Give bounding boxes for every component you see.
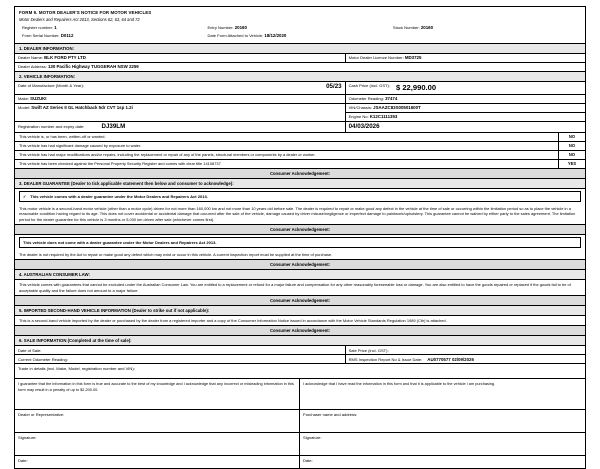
current-odometer-field[interactable] xyxy=(15,355,346,363)
statement-answer: NO xyxy=(558,151,585,159)
engine-field xyxy=(346,113,585,121)
model-field xyxy=(15,104,346,121)
section-1-heading: 1. DEALER INFORMATION: xyxy=(15,44,585,54)
form-header xyxy=(15,7,585,44)
entry-number-label: Entry Number: xyxy=(207,25,234,30)
statement-text: This vehicle has had significant damage caused by exposure to water. xyxy=(19,143,142,149)
register-number-label: Register number: xyxy=(22,25,54,30)
dealer-date-label: Date: xyxy=(18,457,28,463)
purchaser-declaration-text: I acknowledge that I have read the information in this form and that it is applicable to the vehicle I am purchasing. xyxy=(303,381,496,386)
consumer-acknowledgement-3: Consumer Acknowledgement: xyxy=(15,259,585,270)
dealer-licence-field xyxy=(346,54,585,62)
statement-row xyxy=(15,142,585,151)
form-serial-value: D0112 xyxy=(60,33,74,38)
vin-value: JSAAZC83S00501600T xyxy=(373,105,421,110)
odometer-value: 37474 xyxy=(385,96,398,101)
purchaser-declaration xyxy=(300,379,585,409)
purchaser-date-label: Date: xyxy=(303,457,313,463)
statement-text: This vehicle has been checked against the Personal Property Security Register and comes with clear title 14108737 xyxy=(19,161,221,167)
make-field xyxy=(15,95,346,103)
dealer-date-field[interactable] xyxy=(15,456,300,468)
dealer-address-value: 130 Pacific Highway TUGGERAH NSW 2259 xyxy=(47,64,139,69)
rms-inspection-field xyxy=(346,355,585,363)
checkmark-icon: ✓ xyxy=(23,194,27,199)
odometer-label: Odometer Reading: xyxy=(348,96,384,101)
model-label: Model: xyxy=(18,105,31,110)
consumer-acknowledgement-5: Consumer Acknowledgement: xyxy=(15,325,585,336)
date-attached-label: Date Form Attached to Vehicle: xyxy=(207,33,264,38)
vin-label: VIN/Chassis: xyxy=(348,105,372,110)
form-title: FORM 9. MOTOR DEALER'S NOTICE FOR MOTOR VEHICLES xyxy=(19,10,152,15)
register-number-field xyxy=(19,24,204,32)
guarantee-body: This motor vehicle is a second-hand motor vehicle (other than a motor cycle) driven for not more than 160,000 km and not more than 10 years old before sale. The dealer is required to repair or make good any defect in the vehicle at the time of sale or occurring within the limitation period so as to place the vehicle in a reasonable condition having regard to its age. This does not cover accidental or accidental damage that occurred after the sale of the vehicle, damage caused by driver misuse/negligence or imperfect damage to paintwork/upholstery. This guarantee cannot be waived by either party to the sales agreement. The limitation period for the dealer guarantee for this vehicle is 3 months or 5,000 km driven after sale (whichever comes first). xyxy=(19,206,576,222)
purchaser-date-field[interactable] xyxy=(300,456,585,468)
form-subtitle: Motor Dealers and Repairers Act 2013, Sections 62, 63, 64 and 72 xyxy=(19,16,140,22)
statement-answer: NO xyxy=(558,142,585,150)
dealer-rep-field[interactable] xyxy=(15,410,300,432)
purchaser-signature-field[interactable] xyxy=(300,433,585,455)
stock-number-field xyxy=(390,24,581,32)
section-4-heading: 4. AUSTRALIAN CONSUMER LAW: xyxy=(15,270,585,280)
cash-price-value: $ 22,990.00 xyxy=(395,83,437,92)
dealer-declaration-text: I guarantee that the information in this form is true and accurate to the best of my knowledge and I acknowledge that any incorrect or misleading information in this form may result in a penalty of up to $2,200.00. xyxy=(18,381,294,392)
dealer-licence-value: MD3725 xyxy=(404,55,422,60)
manufacture-date-field xyxy=(15,82,346,94)
vin-engine-group xyxy=(346,104,585,121)
section-6-heading: 6. SALE INFORMATION (Completed at the time of sale): xyxy=(15,336,585,346)
dealer-rep-label: Dealer or Representative: xyxy=(18,411,65,417)
dealer-signature-field[interactable] xyxy=(15,433,300,455)
guarantee-statement-1-text: This vehicle comes with a dealer guarantee under the Motor Dealers and Repairers Act 2013. xyxy=(30,194,208,199)
vehicle-statements xyxy=(15,133,585,169)
consumer-acknowledgement-2: Consumer Acknowledgement: xyxy=(15,224,585,235)
dealer-name-label: Dealer Name: xyxy=(18,55,43,60)
trade-in-label: Trade in details (incl. Make, Model, registration number and VIN): xyxy=(18,365,135,371)
statement-answer: YES xyxy=(558,160,585,168)
cash-price-field xyxy=(346,82,585,94)
date-attached-field xyxy=(204,32,581,40)
manufacture-date-value: 05/23 xyxy=(326,83,342,90)
purchaser-name-label: Purchaser name and address: xyxy=(303,411,358,417)
rego-value: DJ39LM xyxy=(101,123,126,130)
rego-field xyxy=(15,122,346,132)
cash-price-label: Cash Price (incl. GST): xyxy=(348,83,390,88)
rms-inspection-label: RMS Inspection Report No & Issue Date: xyxy=(348,356,423,362)
stock-number-label: Stock Number: xyxy=(392,25,420,30)
model-value: Swift AZ Series II GL Hatchback 5dr CVT 1sp 1.2i xyxy=(31,105,133,110)
entry-number-field xyxy=(204,24,389,32)
stock-number-value: 20160 xyxy=(420,25,434,30)
dealer-signature-label: Signature: xyxy=(18,434,37,440)
dealer-address-field xyxy=(15,63,585,71)
vin-field xyxy=(346,104,585,113)
section-3-heading: 3. DEALER GUARANTEE (Dealer to tick applicable statement then below and consumer to acknowledge): xyxy=(15,179,585,189)
dealer-name-field xyxy=(15,54,346,62)
dealer-address-label: Dealer Address: xyxy=(18,64,47,69)
sale-price-field[interactable] xyxy=(346,346,585,354)
guarantee-second-body: The dealer is not required by the Act to repair or make good any defect which may exist or occur in this vehicle. A current inspection report must be supplied at the time of purchase. xyxy=(19,251,333,257)
rego-expiry-value: 04/03/2026 xyxy=(348,123,380,130)
statement-row xyxy=(15,160,585,168)
register-number-value: 1 xyxy=(54,25,57,30)
guarantee-statement-1[interactable] xyxy=(19,191,581,202)
form-serial-field xyxy=(19,32,204,40)
section-5-heading: 5. IMPORTED SECOND-HAND VEHICLE INFORMATION (Dealer to strike out if not applicable): xyxy=(15,306,585,316)
purchaser-name-field[interactable] xyxy=(300,410,585,432)
consumer-acknowledgement-1: Consumer Acknowledgement: xyxy=(15,168,585,179)
make-value: SUZUKI xyxy=(30,96,47,101)
statement-answer: NO xyxy=(558,133,585,141)
dealer-licence-label: Motor Dealer Licence Number: xyxy=(348,55,404,60)
make-label: Make: xyxy=(18,96,30,101)
date-of-sale-label: Date of Sale: xyxy=(18,347,42,353)
engine-value: K12C1111353 xyxy=(369,114,398,119)
consumer-acknowledgement-4: Consumer Acknowledgement: xyxy=(15,295,585,306)
guarantee-statement-2-text: This vehicle does not come with a dealer guarantee under the Motor Dealers and Repairers Act 2013. xyxy=(23,239,217,245)
engine-label: Engine No: xyxy=(348,114,369,119)
odometer-field xyxy=(346,95,585,103)
current-odometer-label: Current Odometer Reading: xyxy=(18,356,68,362)
sale-price-label: Sale Price (incl. GST): xyxy=(348,347,389,353)
entry-number-value: 20160 xyxy=(234,25,247,30)
date-of-sale-field[interactable] xyxy=(15,346,346,354)
purchaser-signature-label: Signature: xyxy=(303,434,322,440)
section-2-heading: 2. VEHICLE INFORMATION: xyxy=(15,71,585,82)
form-serial-label: Form Serial Number: xyxy=(22,33,60,38)
guarantee-statement-2[interactable] xyxy=(19,237,581,248)
statement-row xyxy=(15,151,585,160)
rego-expiry-field xyxy=(346,122,585,132)
imported-body: This is a second-hand vehicle imported by the dealer or purchased by the dealer from a registered importer and a copy of the Consumer Information Notice issued in accordance with the Motor Vehicle Standards Regulation 1989 (Cth) is attached. xyxy=(19,317,447,323)
statement-text: This vehicle is, or has been, written-off or wanted. xyxy=(19,134,106,139)
rms-inspection-value: AU0770577 02/09/2026 xyxy=(427,356,474,362)
statement-text: This vehicle has had major modifications and/or repairs, including the replacement or repair of any of the panels, structural members or components by a dealer or worker. xyxy=(19,152,316,158)
dealer-name-value: BLK FORD PTY LTD xyxy=(44,55,86,60)
acl-body: This vehicle comes with guarantees that cannot be excluded under the Australian Consumer Law. You are entitled to a replacement or refund for a major failure and compensation for any other reasonably foreseeable loss or damage. You are also entitled to have the goods repaired or replaced if the goods fail to be of acceptable quality and the failure does not amount to a major failure. xyxy=(19,282,571,293)
date-attached-value: 18/12/2020 xyxy=(264,33,287,38)
manufacture-date-label: Date of Manufacture (Month & Year): xyxy=(18,83,84,88)
rego-label: Registration number and expiry date: xyxy=(18,124,85,129)
statement-row xyxy=(15,133,585,142)
trade-in-field[interactable] xyxy=(15,364,585,378)
dealer-declaration xyxy=(15,379,300,409)
